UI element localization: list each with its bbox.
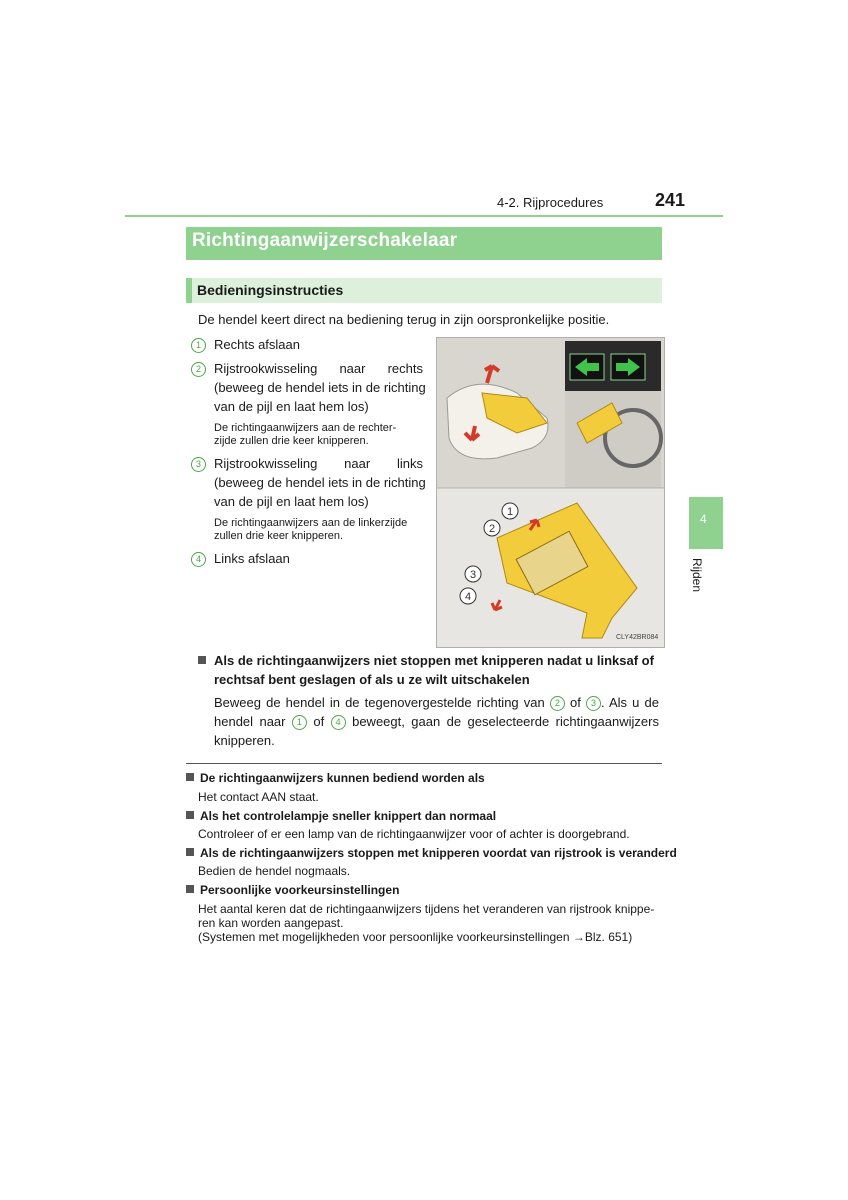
square-bullet-icon <box>198 656 206 664</box>
inline-number: 1 <box>292 715 307 730</box>
section-heading: 4-2. Rijprocedures <box>497 195 604 210</box>
callout-2: 2 <box>488 523 496 535</box>
square-bullet-icon <box>186 773 194 781</box>
list-note: De richtingaanwijzers aan de rechter- <box>214 422 397 434</box>
list-number: 2 <box>191 362 206 377</box>
callout-3: 3 <box>469 569 477 581</box>
square-bullet-icon <box>186 848 194 856</box>
list-note: zullen drie keer knipperen. <box>214 530 344 542</box>
footnote-heading: Persoonlijke voorkeursinstellingen <box>186 883 399 897</box>
inline-number: 3 <box>586 696 601 711</box>
footnote-body: Het aantal keren dat de richtingaanwijzers tijdens het veranderen van rijstrook knippe- <box>198 902 655 916</box>
inline-number: 2 <box>550 696 565 711</box>
callout-4: 4 <box>464 591 472 603</box>
chapter-number: 4 <box>700 512 707 526</box>
square-bullet-icon <box>186 811 194 819</box>
footnote-separator <box>186 763 662 764</box>
intro-text: De hendel keert direct na bediening terug in zijn oorspronkelijke positie. <box>198 312 610 327</box>
list-item-text: Links afslaan <box>214 551 290 566</box>
list-item-text: (beweeg de hendel iets in de richting <box>214 475 426 490</box>
turn-signal-illustration <box>436 337 665 648</box>
list-note: zijde zullen drie keer knipperen. <box>214 435 369 447</box>
list-item-text: van de pijl en laat hem los) <box>214 494 369 509</box>
page-number: 241 <box>655 190 686 210</box>
figure-code: CLY42BR084 <box>616 634 659 641</box>
footnote-body: Controleer of er een lamp van de richtingaanwijzer voor of achter is doorgebrand. <box>198 827 630 841</box>
chapter-label: Rijden <box>690 558 704 593</box>
illustration-svg <box>437 338 664 647</box>
list-number: 4 <box>191 552 206 567</box>
inline-number: 4 <box>331 715 346 730</box>
list-number: 3 <box>191 457 206 472</box>
list-item-text: van de pijl en laat hem los) <box>214 399 369 414</box>
footnote-body: Het contact AAN staat. <box>198 790 319 804</box>
page-title: Richtingaanwijzerschakelaar <box>192 230 458 251</box>
subtitle-marker <box>186 278 192 303</box>
footnote-body: ren kan worden aangepast. <box>198 916 344 930</box>
list-item-text: (beweeg de hendel iets in de richting <box>214 380 426 395</box>
list-item-text: Rechts afslaan <box>214 337 300 352</box>
list-note: De richtingaanwijzers aan de linkerzijde <box>214 517 408 529</box>
condition-body: Beweeg de hendel in de tegenovergestelde richting van 2 of 3 . Als u de hendel naar 1 of 4 beweegt, gaan de geselecteerde richtingaanwijzers knipperen. <box>214 695 659 748</box>
footnote-heading: De richtingaanwijzers kunnen bediend worden als <box>186 771 485 785</box>
list-number: 1 <box>191 338 206 353</box>
list-item-text: Rijstrookwisseling naar rechts <box>214 361 423 376</box>
condition-heading: Als de richtingaanwijzers niet stoppen met knipperen nadat u linksaf of rechtsaf bent geslagen of als u ze wilt uitschakelen <box>214 651 659 689</box>
callout-1: 1 <box>506 506 514 518</box>
subtitle: Bedieningsinstructies <box>197 282 344 298</box>
square-bullet-icon <box>186 885 194 893</box>
footnote-heading: Als de richtingaanwijzers stoppen met knipperen voordat van rijstrook is veranderd <box>186 846 677 860</box>
header-rule <box>125 215 723 217</box>
footnote-body: Bedien de hendel nogmaals. <box>198 864 351 878</box>
footnote-heading: Als het controlelampje sneller knippert dan normaal <box>186 809 496 823</box>
footnote-body: (Systemen met mogelijkheden voor persoonlijke voorkeursinstellingen →Blz. 651) <box>198 930 633 944</box>
list-item-text: Rijstrookwisseling naar links <box>214 456 423 471</box>
